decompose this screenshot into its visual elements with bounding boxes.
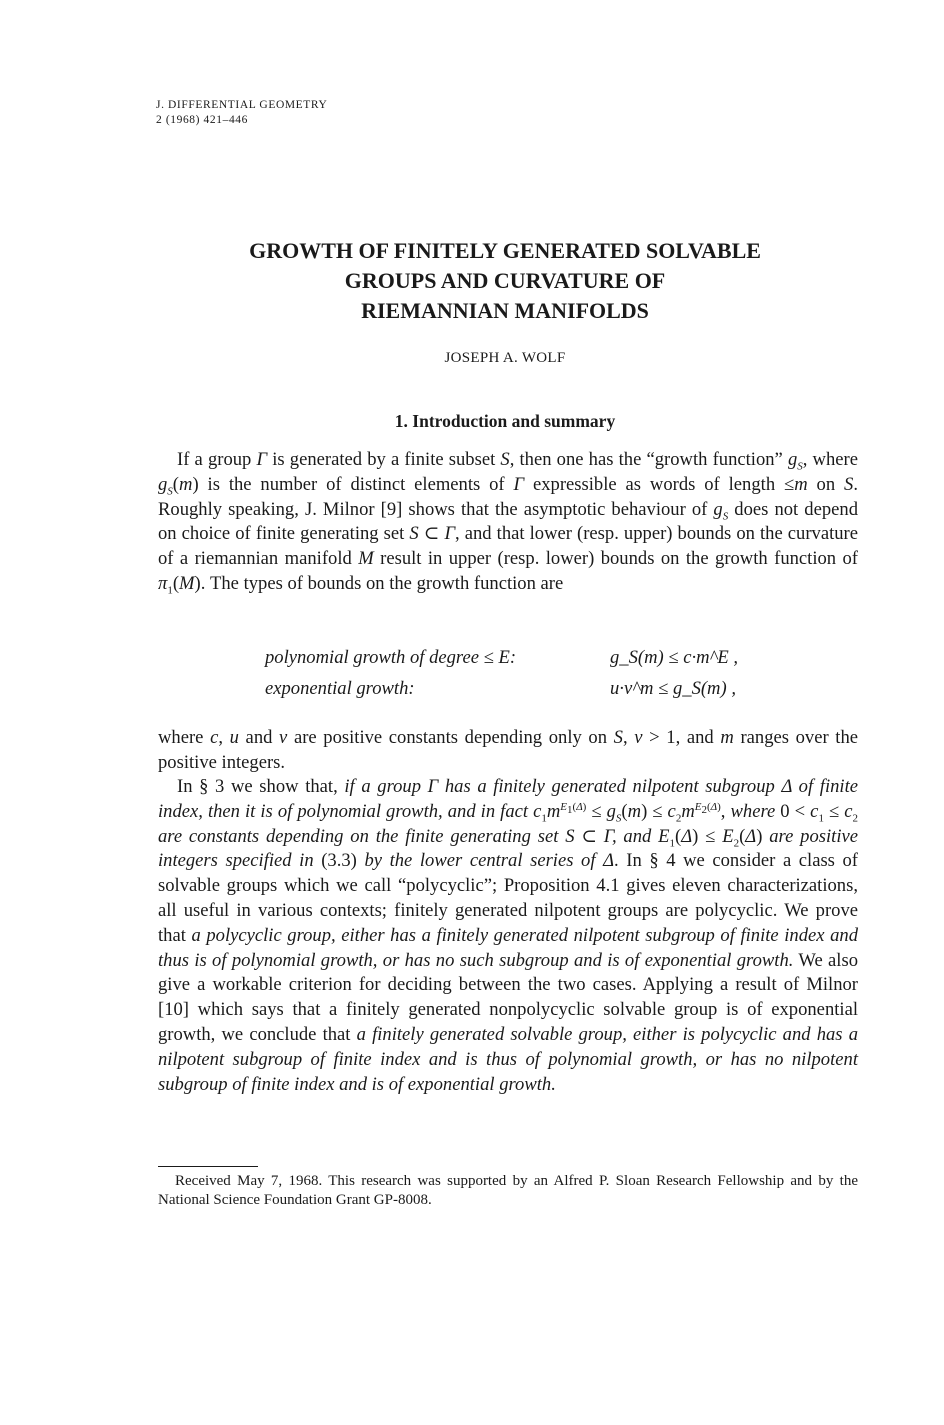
journal-volume: 2 (1968) 421–446	[156, 114, 249, 126]
author: JOSEPH A. WOLF	[444, 350, 566, 366]
paragraph-intro: If a group Γ is generated by a finite subset S, then one has the “growth function” $g_S$, where $g_S(m)$ is the number of distinct elements of Γ expressible as words of length ≤m on S. Roughly speaking, J. Milnor [9] shows that the asymptotic behaviour of $g_S$ does not depend on choice of finite generating set S ⊂ Γ, and that lower (resp. upper) bounds on the curvature of a riemannian manifold M result in upper (resp. lower) bounds on the growth function of $\pi_1(M)$. The types of bounds on the growth function are	[158, 449, 858, 597]
title-line-2: GROUPS AND CURVATURE OF	[344, 268, 666, 293]
footnote: Received May 7, 1968. This research was supported by an Alfred P. Sloan Research Fellowship and by the National Science Foundation Grant GP-8008.	[158, 1173, 858, 1208]
growth-bounds-display	[265, 642, 805, 704]
footnote-rule	[158, 1166, 258, 1167]
display-row-polynomial	[265, 642, 805, 673]
title-line-1: GROWTH OF FINITELY GENERATED SOLVABLE	[249, 238, 761, 263]
polynomial-growth-label: polynomial growth of degree ≤ E:	[265, 647, 517, 668]
polynomial-growth-formula: g_S(m) ≤ c·m^E ,	[610, 647, 739, 668]
paper-title	[150, 236, 860, 326]
display-row-exponential	[265, 673, 805, 704]
exponential-growth-formula: u·v^m ≤ g_S(m) ,	[610, 678, 736, 699]
paragraph-results: In § 3 we show that, if a group Γ has a finitely generated nilpotent subgroup Δ of finite index, then it is of polynomial growth, and in fact $c_1m^{E_1(\Delta)} \le g_S(m) \le c_2m^{E_2(\Delta)}$, where $0 < c_1 \le c_2$ are constants depending on the finite generating set S ⊂ Γ, and $E_1(\Delta) \le E_2(\Delta)$ are positive integers specified in (3.3) by the lower central series of Δ. In § 4 we consider a class of solvable groups which we call “polycyclic”; Proposition 4.1 gives eleven characterizations, all useful in various contexts; finitely generated nilpotent groups are polycyclic. We prove that a polycyclic group, either has a finitely generated nilpotent subgroup of finite index and thus is of polynomial growth, or has no such subgroup and is of exponential growth. We also give a workable criterion for deciding between the two cases. Applying a result of Milnor [10] which says that a finitely generated nonpolycyclic solvable group is of exponential growth, we conclude that a finitely generated solvable group, either is polycyclic and has a nilpotent subgroup of finite index and is thus of polynomial growth, or has no nilpotent subgroup of finite index and is of exponential growth.	[158, 776, 858, 1095]
paragraph-where: where c, u and v are positive constants depending only on S, v > 1, and m ranges over the positive integers.	[158, 727, 859, 773]
journal-name: J. DIFFERENTIAL GEOMETRY	[156, 99, 328, 111]
title-line-3: RIEMANNIAN MANIFOLDS	[361, 298, 649, 323]
section-heading: 1. Introduction and summary	[394, 411, 616, 431]
exponential-growth-label: exponential growth:	[265, 678, 415, 699]
journal-header	[156, 98, 327, 128]
